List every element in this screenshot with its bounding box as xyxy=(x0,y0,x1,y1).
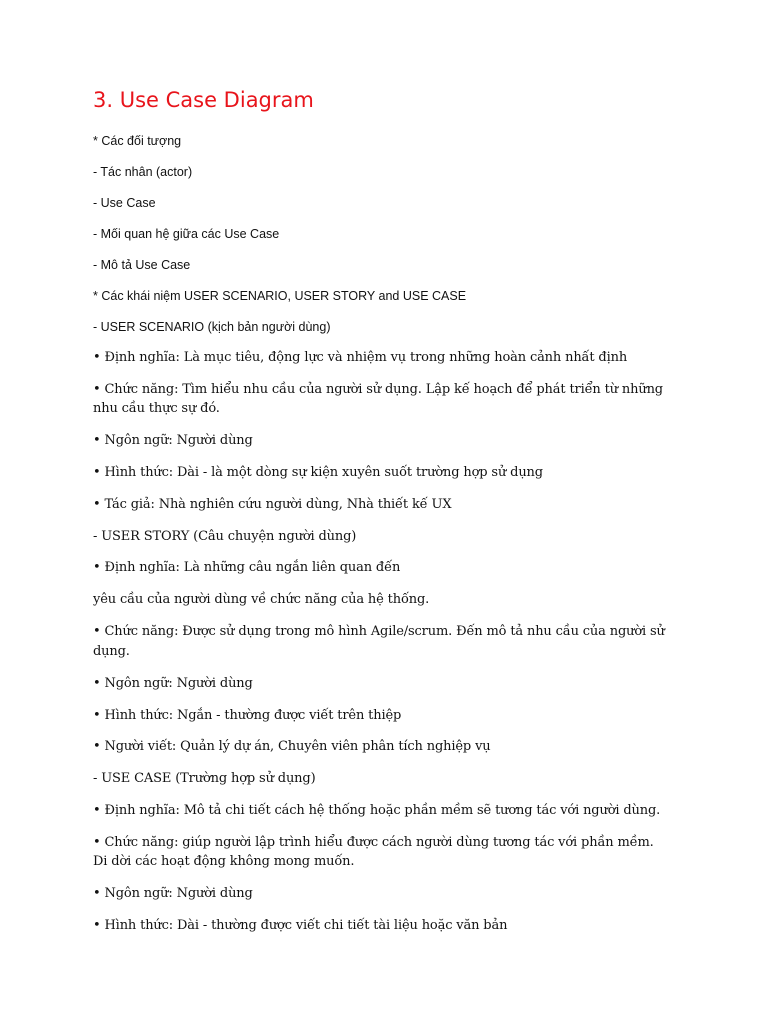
text-line: nhu cầu thực sự đó. xyxy=(93,401,220,416)
text-line: • Người viết: Quản lý dự án, Chuyên viên phân tích nghiệp vụ xyxy=(93,739,491,754)
text-line: Di dời các hoạt động không mong muốn. xyxy=(93,854,355,869)
text-line: • Ngôn ngữ: Người dùng xyxy=(93,886,253,901)
text-line: • Định nghĩa: Là mục tiêu, động lực và nhiệm vụ trong những hoàn cảnh nhất định xyxy=(93,350,628,365)
text-line: - Use Case xyxy=(93,196,156,210)
text-line: • Ngôn ngữ: Người dùng xyxy=(93,676,253,691)
text-line: • Chức năng: giúp người lập trình hiểu được cách người dùng tương tác với phần mềm. xyxy=(93,835,654,850)
text-line: • Tác giả: Nhà nghiên cứu người dùng, Nhà thiết kế UX xyxy=(93,497,452,512)
text-line: dụng. xyxy=(93,644,130,659)
text-line: yêu cầu của người dùng về chức năng của hệ thống. xyxy=(93,592,430,607)
text-line: - Mối quan hệ giữa các Use Case xyxy=(93,227,280,241)
text-line: • Chức năng: Tìm hiểu nhu cầu của người sử dụng. Lập kế hoạch để phát triển từ những xyxy=(93,382,663,397)
text-line: - Mô tả Use Case xyxy=(93,258,191,272)
text-line: - USE CASE (Trường hợp sử dụng) xyxy=(93,771,316,786)
text-line: * Các đối tượng xyxy=(93,134,182,148)
text-line: • Định nghĩa: Mô tả chi tiết cách hệ thống hoặc phần mềm sẽ tương tác với người dùng. xyxy=(93,803,661,818)
text-line: • Hình thức: Dài - là một dòng sự kiện xuyên suốt trường hợp sử dụng xyxy=(93,465,543,480)
text-line: - Tác nhân (actor) xyxy=(93,165,193,179)
section-title: 3. Use Case Diagram xyxy=(93,88,314,112)
text-line: • Hình thức: Dài - thường được viết chi tiết tài liệu hoặc văn bản xyxy=(93,918,508,933)
text-line: - USER STORY (Câu chuyện người dùng) xyxy=(93,529,357,544)
text-line: • Chức năng: Được sử dụng trong mô hình Agile/scrum. Đến mô tả nhu cầu của người sử xyxy=(93,624,665,639)
text-line: • Định nghĩa: Là những câu ngắn liên quan đến xyxy=(93,560,401,575)
text-line: • Ngôn ngữ: Người dùng xyxy=(93,433,253,448)
text-line: • Hình thức: Ngắn - thường được viết trên thiệp xyxy=(93,708,402,723)
text-line: - USER SCENARIO (kịch bản người dùng) xyxy=(93,320,331,334)
text-line: * Các khái niệm USER SCENARIO, USER STORY and USE CASE xyxy=(93,289,467,303)
